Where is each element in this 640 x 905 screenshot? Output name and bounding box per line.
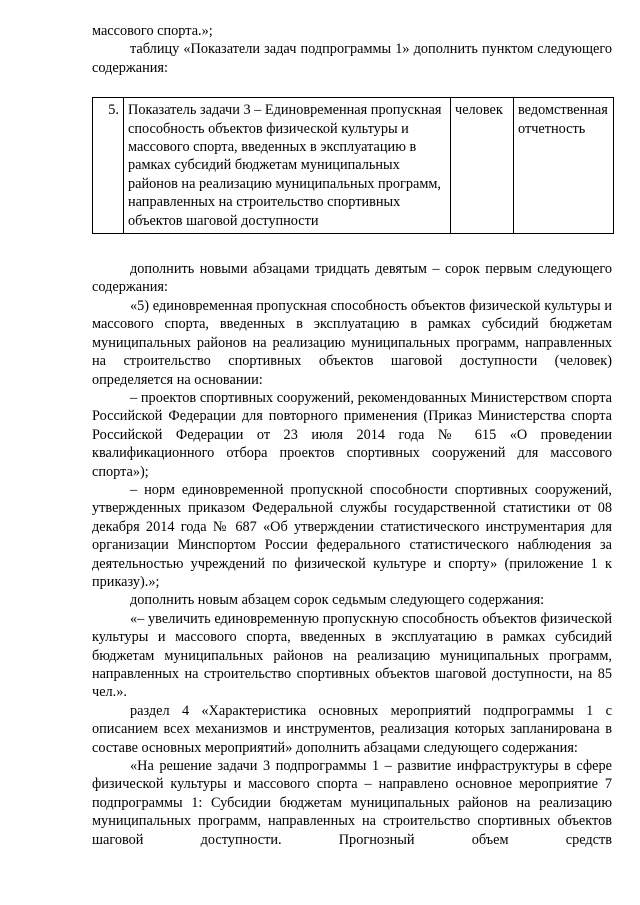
table-row: [93, 98, 614, 234]
indicator-table: [92, 97, 614, 234]
table-cell-number: 5.: [93, 98, 124, 234]
paragraph-2: «5) единовременная пропускная способность объектов физической культуры и массового спорта, введенных в эксплуатацию в рамках субсидий бюджетам муниципальных районов на реализацию муниципальных программ, направленных на строительство спортивных объектов шаговой доступности (человек) определяется на основании:: [92, 297, 612, 388]
paragraph-4: – норм единовременной пропускной способности спортивных сооружений, утвержденных приказом Федеральной службы государственной статистики от 08 декабря 2014 года № 687 «Об утверждении статистического инструментария для организации Минспортом России федерального статистического наблюдения за деятельностью учреждений по физической культуре и спорту» (приложение 1 к приказу).»;: [92, 481, 612, 590]
text-line-continuation: массового спорта.»;: [92, 23, 213, 39]
paragraph-table-intro: таблицу «Показатели задач подпрограммы 1» дополнить пунктом следующего содержания:: [92, 41, 612, 76]
paragraph-5: дополнить новым абзацем сорок седьмым следующего содержания:: [130, 592, 545, 609]
document-page: [92, 22, 612, 849]
paragraph-7: раздел 4 «Характеристика основных мероприятий подпрограммы 1 с описанием всех механизмов и инструментов, реализация которых запланирована в составе основных мероприятий» дополнить абзацами следующего содержания:: [92, 702, 612, 756]
paragraph-1: дополнить новыми абзацами тридцать девятым – сорок первым следующего содержания:: [92, 261, 612, 296]
paragraph-6: «– увеличить единовременную пропускную способность объектов физической культуры и массового спорта, введенных в эксплуатацию в рамках субсидий бюджетам муниципальных районов на реализацию муниципальных программ, направленных на строительство спортивных объектов шаговой доступности, на 85 чел.».: [92, 610, 612, 701]
table-cell-unit: человек: [451, 98, 514, 234]
paragraph-8: «На решение задачи 3 подпрограммы 1 – развитие инфраструктуры в сфере физической культуры и массового спорта – направлено основное мероприятие 7 подпрограммы 1: Субсидии бюджетам муниципальных районов на реализацию муниципальных программ, направленных на строительство спортивных объектов шаговой доступности. Прогнозный объем средств: [92, 758, 612, 848]
table-cell-indicator-name: Показатель задачи 3 – Единовременная пропускная способность объектов физической культуры и массового спорта, введенных в эксплуатацию в рамках субсидий бюджетам муниципальных районов на реализацию муниципальных программ, направленных на строительство спортивных объектов шаговой доступности: [124, 98, 451, 234]
table-cell-source: ведомственная отчетность: [514, 98, 614, 234]
paragraph-3: – проектов спортивных сооружений, рекомендованных Министерством спорта Российской Федерации для повторного применения (Приказ Министерства спорта Российской Федерации от 23 июля 2014 года № 615 «О проведении квалификационного отбора проектов спортивных сооружений для массового спорта»);: [92, 389, 612, 480]
